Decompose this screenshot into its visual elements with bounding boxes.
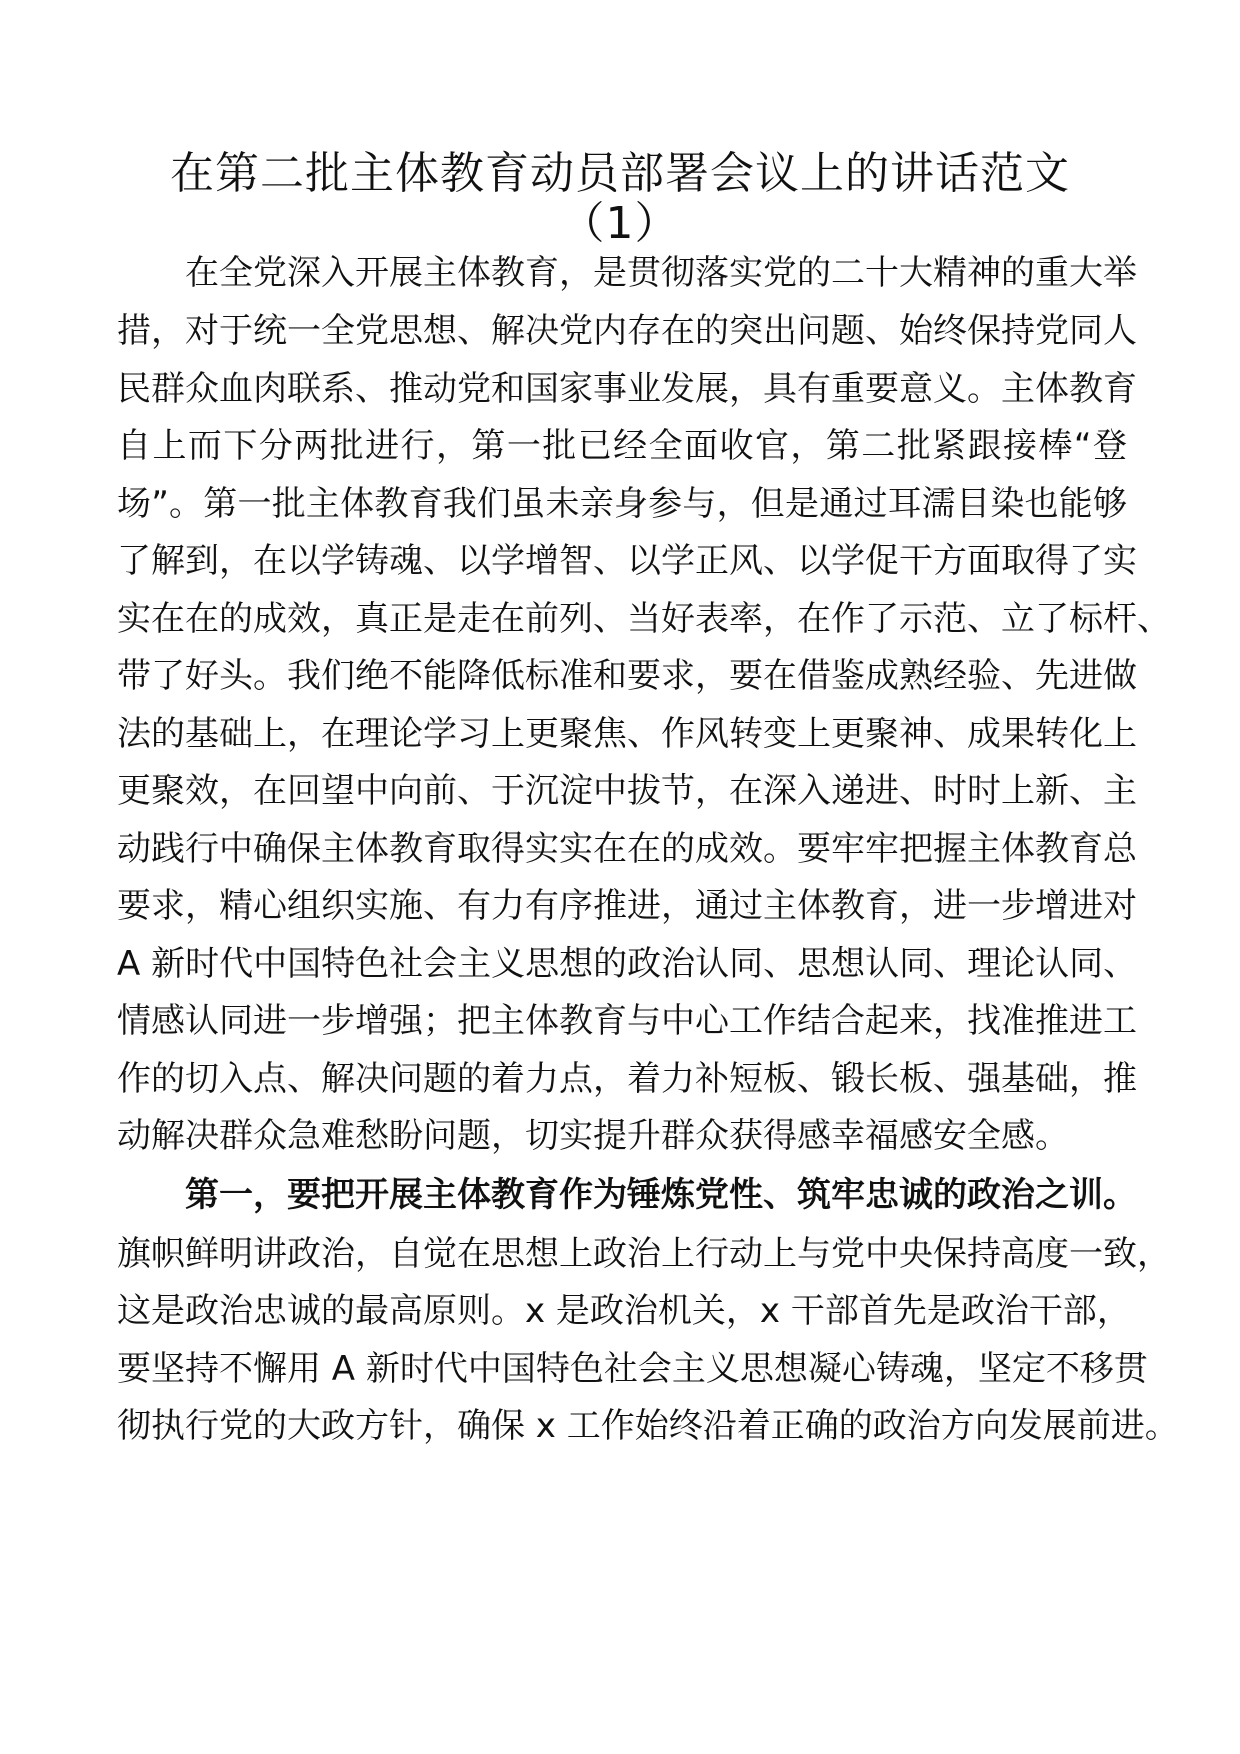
text-line: 了解到，在以学铸魂、以学增智、以学正风、以学促干方面取得了实 xyxy=(117,541,1137,581)
text-line: 措，对于统一全党思想、解决党内存在的突出问题、始终保持党同人 xyxy=(117,311,1137,351)
text-line: A 新时代中国特色社会主义思想的政治认同、思想认同、理论认同、 xyxy=(117,944,1138,984)
text-line: 动解决群众急难愁盼问题，切实提升群众获得感幸福感安全感。 xyxy=(117,1116,1069,1156)
text-line: 作的切入点、解决问题的着力点，着力补短板、锻长板、强基础，推 xyxy=(117,1059,1137,1099)
document-title: 在第二批主体教育动员部署会议上的讲话范文 xyxy=(170,148,1070,199)
text-line: 更聚效，在回望中向前、于沉淀中拔节，在深入递进、时时上新、主 xyxy=(117,771,1137,811)
text-line: 场”。第一批主体教育我们虽未亲身参与，但是通过耳濡目染也能够 xyxy=(117,484,1127,524)
text-line: 情感认同进一步增强；把主体教育与中心工作结合起来，找准推进工 xyxy=(117,1001,1137,1041)
text-line: 实在在的成效，真正是走在前列、当好表率，在作了示范、立了标杆、 xyxy=(117,599,1171,639)
text-line: 自上而下分两批进行，第一批已经全面收官，第二批紧跟接棒“登 xyxy=(117,426,1127,466)
text-line: 带了好头。我们绝不能降低标准和要求，要在借鉴成熟经验、先进做 xyxy=(117,656,1137,696)
text-line: 动践行中确保主体教育取得实实在在的成效。要牢牢把握主体教育总 xyxy=(117,829,1137,869)
document-title-number: （1） xyxy=(560,198,680,249)
section-heading: 第一，要把开展主体教育作为锤炼党性、筑牢忠诚的政治之训。 xyxy=(185,1175,1137,1215)
text-line: 旗帜鲜明讲政治，自觉在思想上政治上行动上与党中央保持高度一致， xyxy=(117,1234,1171,1274)
text-line: 法的基础上，在理论学习上更聚焦、作风转变上更聚神、成果转化上 xyxy=(117,714,1137,754)
text-line: 彻执行党的大政方针，确保 x 工作始终沿着正确的政治方向发展前进。 xyxy=(117,1406,1179,1446)
text-line: 民群众血肉联系、推动党和国家事业发展，具有重要意义。主体教育 xyxy=(117,369,1137,409)
text-line: 要坚持不懈用 A 新时代中国特色社会主义思想凝心铸魂，坚定不移贯 xyxy=(117,1349,1148,1389)
text-line: 在全党深入开展主体教育，是贯彻落实党的二十大精神的重大举 xyxy=(185,253,1137,293)
text-line: 这是政治忠诚的最高原则。x 是政治机关，x 干部首先是政治干部， xyxy=(117,1291,1131,1331)
text-line: 要求，精心组织实施、有力有序推进，通过主体教育，进一步增进对 xyxy=(117,886,1137,926)
